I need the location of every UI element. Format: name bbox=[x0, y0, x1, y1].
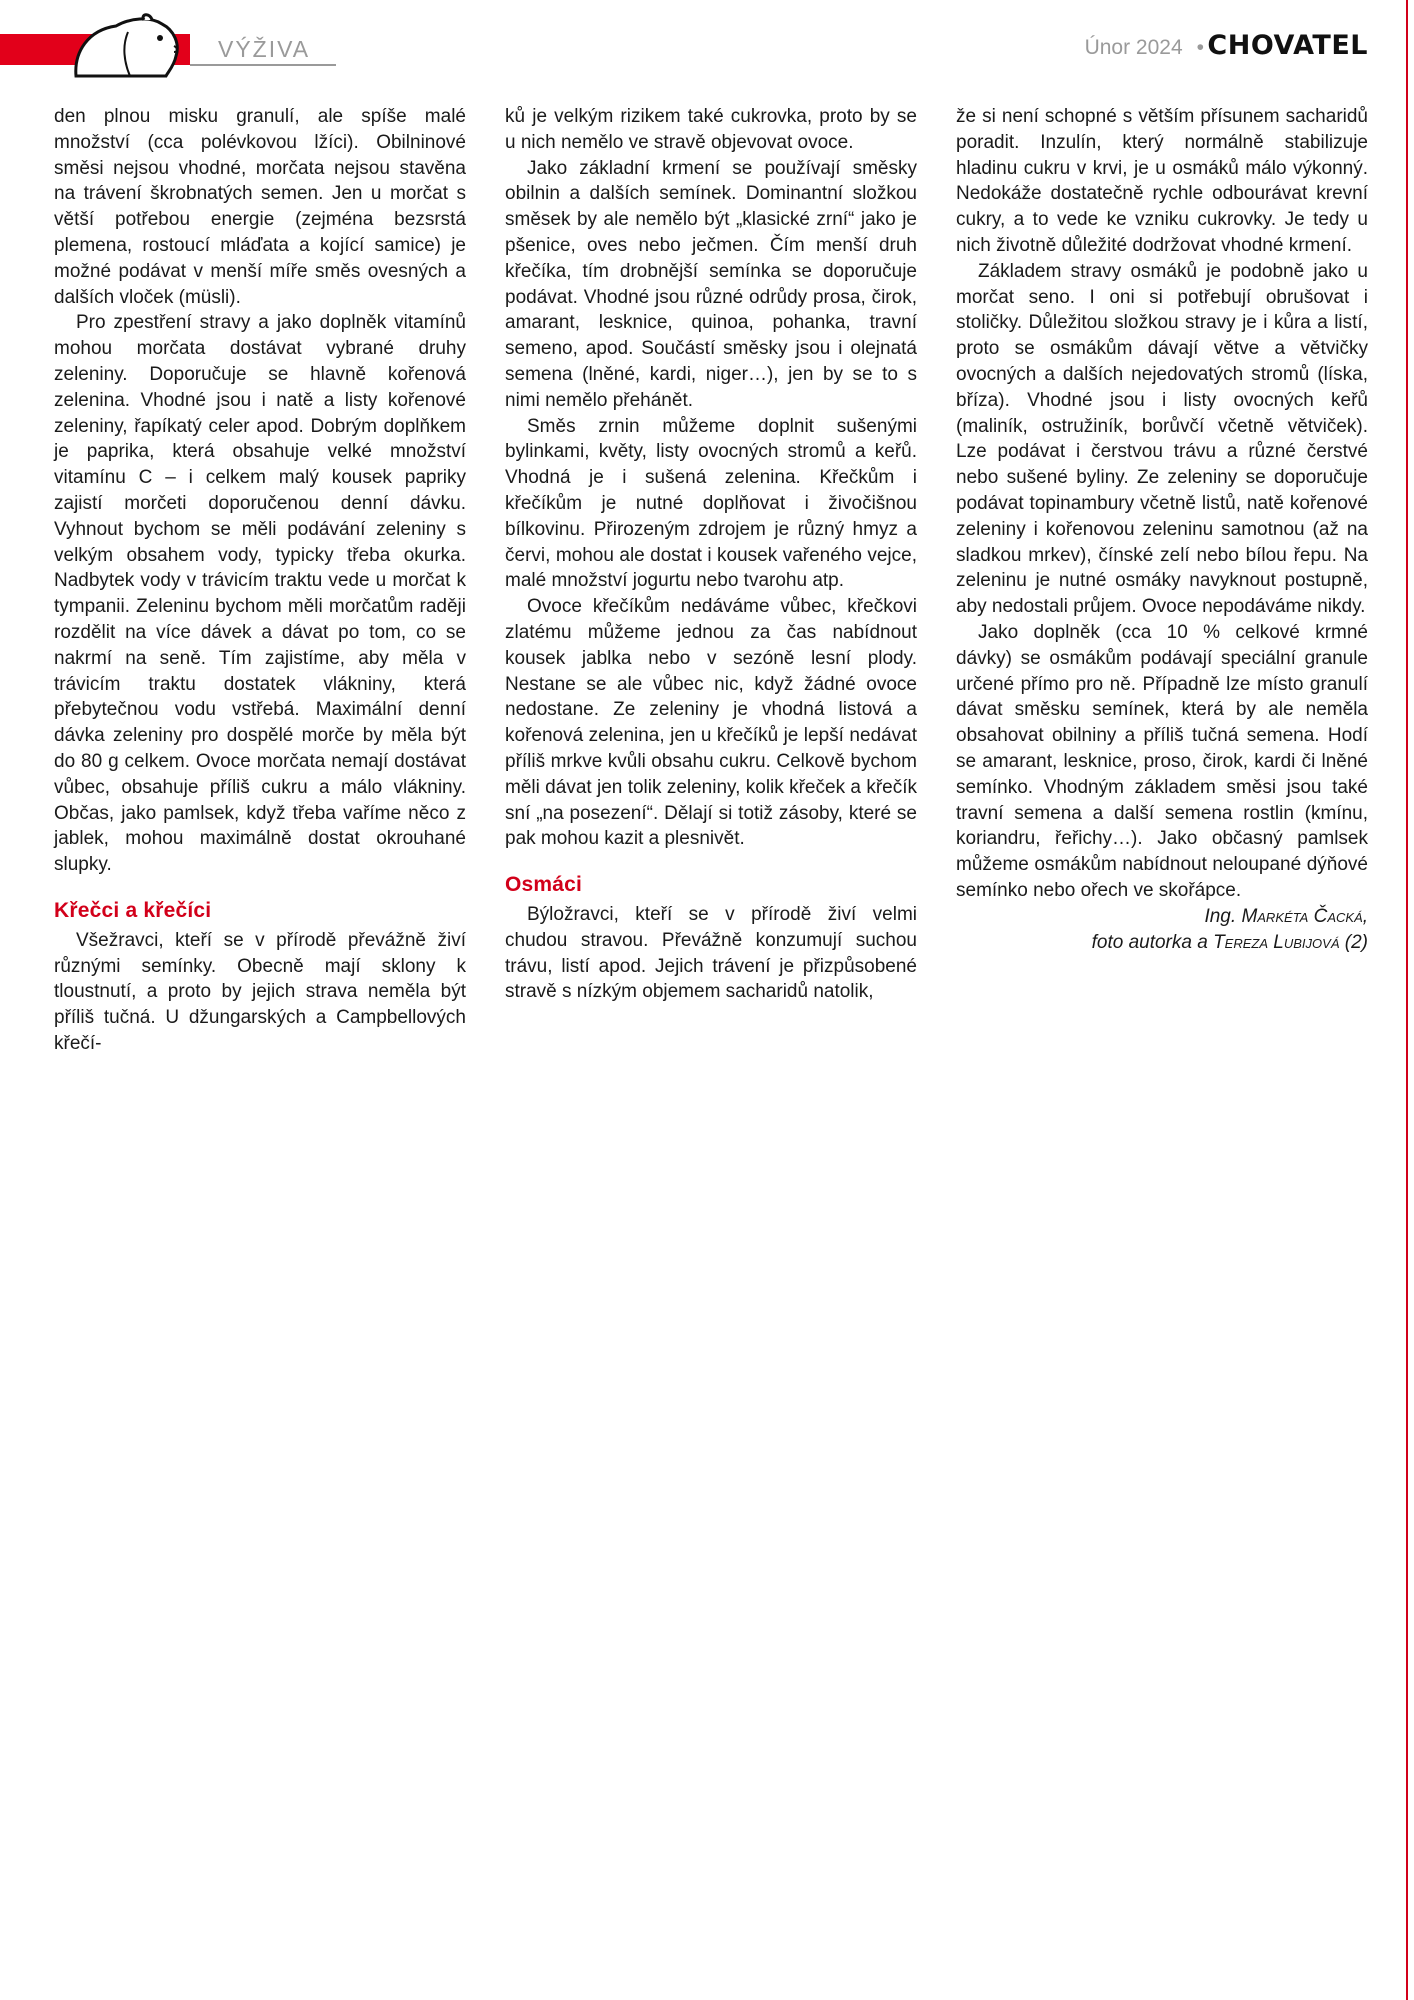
paragraph: den plnou misku granulí, ale spíše malé množství (cca polévkovou lžíci). Obilninové směsi nejsou vhodné, morčata nejsou stavěna na trávení škrobnatých semen. Jen u morčat s větší potřebou energie (zejména bezsrstá plemena, rostoucí mláďata a kojící samice) je možné podávat v menší míře směs ovesných a dalších vloček (müsli). bbox=[54, 106, 466, 308]
paragraph: Všežravci, kteří se v přírodě převážně živí různými semínky. Obecně mají sklony k tloustnutí, a proto by jejich strava neměla být příliš tučná. U džungarských a Campbellových křečí- bbox=[54, 929, 466, 1054]
paragraph: Pro zpestření stravy a jako doplněk vitamínů mohou morčata dostávat vybrané druhy zeleniny. Doporučuje se hlavně kořenová zelenina. Vhodné jsou i natě a listy kořenové zeleniny, řapíkatý celer apod. Dobrým doplňkem je paprika, která obsahuje velké množství vitamínu C – i celkem malý kousek papriky zajistí morčeti doporučenou denní dávku. Vyhnout bychom se měli podávání zeleniny s velkým obsahem vody, typicky třeba okurka. Nadbytek vody v trávicím traktu vede u morčat k tympanii. Zeleninu bychom měli morčatům raději rozdělit na více dávek a dávat po tom, co se nakrmí na seně. Tím zajistíme, aby měla v trávicím traktu dostatek vlákniny, která přebytečnou vodu vstřebá. Maximální denní dávka zeleniny pro dospělé morče by měla být do 80 g celkem. Ovoce morčata nemají dostávat vůbec, obsahuje příliš cukru a málo vlákniny. Občas, jako pamlsek, když třeba vaříme něco z jablek, mohou maximálně dostat okrouhané slupky. bbox=[54, 312, 466, 876]
author-name: Markéta Čacká, bbox=[1241, 905, 1368, 927]
article-column-3 bbox=[956, 104, 1368, 955]
photographer-name: Tereza Lubijová (2) bbox=[1213, 931, 1368, 953]
article-column-2 bbox=[505, 104, 917, 1005]
issue-date bbox=[1085, 36, 1204, 60]
issue-label: Únor 2024 bbox=[1084, 36, 1183, 59]
section-heading-degus: Osmáci bbox=[505, 873, 583, 897]
paragraph: Jako základní krmení se používají směsky obilnin a dalších semínek. Dominantní složkou směsek by ale nemělo být „klasické zrní“ jako je pšenice, oves nebo ječmen. Čím menší druh křečíka, tím drobnější semínka se doporučuje podávat. Vhodné jsou různé odrůdy prosa, čirok, amarant, lesknice, quinoa, pohanka, travní semeno, apod. Součástí směsky jsou i olejnatá semena (lněné, kardi, niger…), jen by se to s nimi nemělo přehánět. bbox=[505, 157, 917, 411]
credit-prefix: Ing. bbox=[1204, 905, 1237, 927]
author-credit bbox=[956, 904, 1368, 930]
header-underline bbox=[190, 64, 336, 66]
section-label: VÝŽIVA bbox=[218, 36, 311, 62]
magazine-logo: CHOVATEL bbox=[1207, 30, 1368, 61]
article-column-1 bbox=[54, 104, 466, 1057]
paragraph: Ovoce křečíkům nedáváme vůbec, křečkovi zlatému můžeme jednou za čas nabídnout kousek jablka nebo v sezóně lesní plody. Nestane se ale vůbec nic, když žádné ovoce nedostane. Ze zeleniny je vhodná listová a kořenová zelenina, jen u křečíků je lepší nedávat příliš mrkve kvůli obsahu cukru. Celkově bychom měli dávat jen tolik zeleniny, kolik křeček a křečík sní „na posezení“. Dělají si totiž zásoby, které se pak mohou kazit a plesnivět. bbox=[505, 596, 917, 850]
paragraph: Směs zrnin můžeme doplnit sušenými bylinkami, květy, listy ovocných stromů a keřů. Vhodná je i sušená zelenina. Křečkům i křečíkům je nutné doplňovat i živočišnou bílkovinu. Přirozeným zdrojem je různý hmyz a červi, mohou ale dostat i kousek vařeného vejce, malé množství jogurtu nebo tvarohu atp. bbox=[505, 415, 917, 592]
paragraph: ků je velkým rizikem také cukrovka, proto by se u nich nemělo ve stravě objevovat ovoce. bbox=[505, 106, 917, 153]
paragraph: Jako doplněk (cca 10 % celkové krmné dávky) se osmákům podávají speciální granule určené přímo pro ně. Případně lze místo granulí dávat směsku semínek, která by ale neměla obsahovat obilniny a příliš tučná semena. Hodí se amarant, lesknice, proso, čirok, kardi či lněné semínko. Vhodným základem směsi jsou také travní semena a další semena rostlin (kmínu, koriandru, řeřichy…). Jako občasný pamlsek můžeme osmákům nabídnout neloupané dýňové semínko nebo ořech ve skořápce. bbox=[956, 621, 1368, 901]
paragraph: Základem stravy osmáků je podobně jako u morčat seno. I oni si potřebují obrušovat i stoličky. Důležitou složkou stravy je i kůra a listí, proto se osmákům dávají větve a větvičky ovocných a dalších nejedovatých stromů (líska, bříza). Vhodné jsou i listy ovocných keřů (maliník, ostružiník, borůvčí včetně větviček). Lze podávat i čerstvou trávu a různé čerstvé nebo sušené byliny. Ze zeleniny se doporučuje podávat topinambury včetně listů, natě kořenové zeleniny i kořenovou zeleninu samotnou (až na sladkou mrkev), čínské zelí nebo bílou řepu. Na zeleninu je nutné osmáky navyknout postupně, aby nedostali průjem. Ovoce nepodáváme nikdy. bbox=[956, 260, 1368, 618]
issue-separator: • bbox=[1196, 36, 1204, 59]
page-edge-line bbox=[1406, 0, 1408, 2000]
photo-credit bbox=[956, 930, 1368, 956]
photo-credit-prefix: foto autorka a bbox=[1091, 931, 1208, 953]
section-heading-hamsters: Křečci a křečíci bbox=[54, 898, 212, 922]
paragraph: Býložravci, kteří se v přírodě živí velmi chudou stravou. Převážně konzumují suchou trávu, listí apod. Jejich trávení je přizpůsobené stravě s nízkým objemem sacharidů natolik, bbox=[505, 903, 917, 1003]
paragraph: že si není schopné s větším přísunem sacharidů poradit. Inzulín, který normálně stabilizuje hladinu cukru v krvi, je u osmáků málo výkonný. Nedokáže dostatečně rychle odbourávat krevní cukry, a to vede ke vzniku cukrovky. Je tedy u nich životně důležité dodržovat vhodné krmení. bbox=[956, 106, 1368, 256]
guinea-pig-icon bbox=[70, 12, 182, 82]
